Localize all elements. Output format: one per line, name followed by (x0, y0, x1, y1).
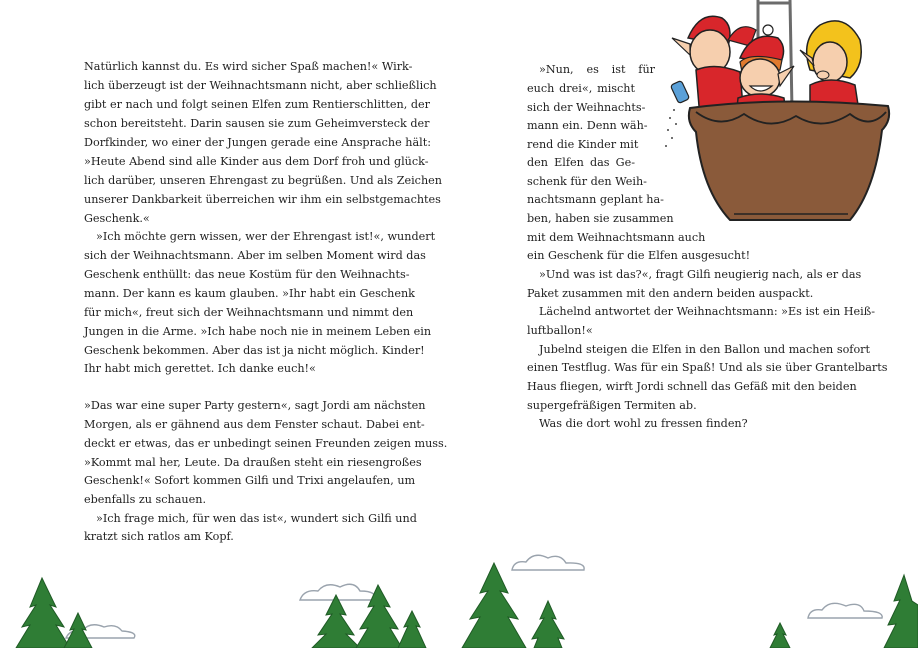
text-line: deckt er etwas, das er unbedingt seinen Freunden zeigen muss. (84, 437, 448, 450)
text-line: mann ein. Denn wäh- (527, 119, 648, 132)
text-line: Paket zusammen mit den andern beiden auspackt. (527, 287, 814, 300)
text-line: »Das war eine super Party gestern«, sagt Jordi am nächsten (84, 399, 426, 412)
text-line: »Nun, es ist für (539, 63, 655, 76)
text-line: mit dem Weihnachtsmann auch (527, 231, 706, 244)
text-line: »Ich möchte gern wissen, wer der Ehrengast ist!«, wundert (96, 230, 436, 243)
text-line: lich darüber, unseren Ehrengast zu begrüßen. Und als Zeichen (84, 174, 442, 187)
fir-tree (312, 595, 360, 648)
text-line: lich überzeugt ist der Weihnachtsmann nicht, aber schließlich (84, 79, 437, 92)
text-line: »Und was ist das?«, fragt Gilfi neugierig nach, als er das (539, 268, 862, 281)
fir-tree (16, 578, 70, 648)
text-line: Geschenk!« Sofort kommen Gilfi und Trixi angelaufen, um (84, 474, 416, 487)
text-line: Geschenk.« (84, 212, 150, 225)
text-line: »Ich frage mich, für wen das ist«, wundert sich Gilfi und (96, 512, 417, 525)
text-line: Geschenk bekommen. Aber das ist ja nicht möglich. Kinder! (84, 344, 425, 357)
text-line: gibt er nach und folgt seinen Elfen zum Rentierschlitten, der (84, 98, 430, 111)
fir-tree (884, 575, 918, 648)
text-line: schon bereitsteht. Darin sausen sie zum Geheimversteck der (84, 117, 430, 130)
text-line: »Heute Abend sind alle Kinder aus dem Dorf froh und glück- (84, 155, 429, 168)
text-line: ein Geschenk für die Elfen ausgesucht! (527, 249, 751, 262)
text-line: Dorfkinder, wo einer der Jungen gerade eine Ansprache hält: (84, 136, 431, 149)
text-line: Jungen in die Arme. »Ich habe noch nie in meinem Leben ein (84, 325, 432, 338)
text-line: für mich«, freut sich der Weihnachtsmann und nimmt den (84, 306, 414, 319)
text-line: unserer Dankbarkeit überreichen wir ihm ein selbstgemachtes (84, 193, 441, 206)
text-line: sich der Weihnachtsmann. Aber im selben Moment wird das (84, 249, 426, 262)
forest-scenery (0, 545, 918, 648)
balloon-basket (689, 101, 889, 220)
text-line: supergefräßigen Termiten ab. (527, 399, 697, 412)
text-line: mann. Der kann es kaum glauben. »Ihr habt ein Geschenk (84, 287, 415, 300)
fir-tree (462, 563, 526, 648)
balloon-basket-illustration (660, 0, 900, 230)
text-line: Jubelnd steigen die Elfen in den Ballon und machen sofort (539, 343, 871, 356)
fir-tree (532, 601, 564, 648)
text-line: nachtsmann geplant ha- (527, 193, 664, 206)
text-line: sich der Weihnachts- (527, 101, 646, 114)
text-line: »Kommt mal her, Leute. Da draußen steht ein riesengroßes (84, 456, 422, 469)
cloud (512, 555, 584, 570)
text-line: Natürlich kannst du. Es wird sicher Spaß machen!« Wirk- (84, 60, 413, 73)
text-line: Geschenk enthüllt: das neue Kostüm für den Weihnachts- (84, 268, 410, 281)
text-line: schenk für den Weih- (527, 175, 647, 188)
clouds (66, 555, 882, 638)
text-line: kratzt sich ratlos am Kopf. (84, 530, 234, 543)
cloud (808, 603, 882, 618)
fir-tree (398, 611, 426, 648)
text-line: Ihr habt mich gerettet. Ich danke euch!« (84, 362, 316, 375)
text-line: einen Testflug. Was für ein Spaß! Und als sie über Grantelbarts (527, 361, 888, 374)
text-line: ben, haben sie zusammen (527, 212, 674, 225)
text-line: ebenfalls zu schauen. (84, 493, 206, 506)
text-line: euch drei«, mischt (527, 82, 635, 95)
text-line: den Elfen das Ge- (527, 156, 635, 169)
text-line: Lächelnd antwortet der Weihnachtsmann: »Es ist ein Heiß- (539, 305, 876, 318)
text-line: luftballon!« (527, 324, 593, 337)
text-line: Haus fliegen, wirft Jordi schnell das Gefäß mit den beiden (527, 380, 857, 393)
text-line: Morgen, als er gähnend aus dem Fenster schaut. Dabei ent- (84, 418, 425, 431)
text-line: rend die Kinder mit (527, 138, 639, 151)
text-line: Was die dort wohl zu fressen finden? (539, 417, 748, 430)
fir-tree (770, 623, 790, 648)
sprinkle-particles (665, 109, 677, 147)
fir-trees (16, 563, 918, 648)
